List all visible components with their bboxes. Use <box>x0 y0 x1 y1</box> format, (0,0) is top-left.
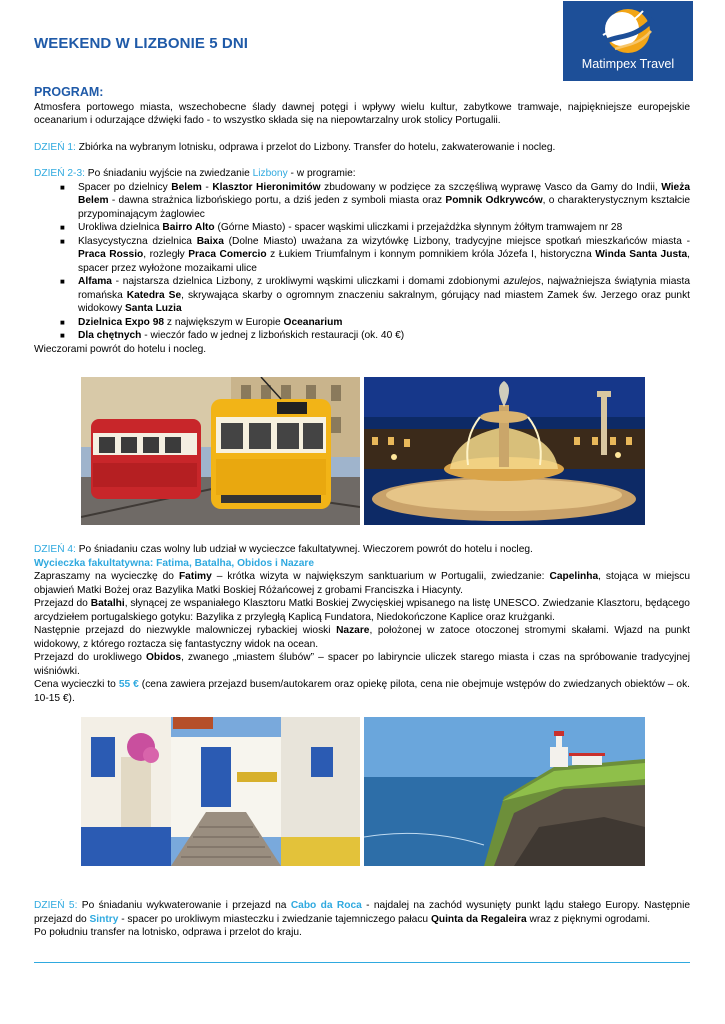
city-name: Lizbony <box>252 168 288 179</box>
text-run: , najważniejsza świątynia miasta romańska <box>78 276 690 301</box>
price-post: (cena zawiera przejazd busem/autokarem oraz opiekę pilota, cena nie obejmuje wstępów do zwiedzanych obiektów – ok. 10-15 €). <box>34 679 690 704</box>
bold-text: Dla chętnych <box>78 330 142 341</box>
text-run: - najstarsza dzielnica Lizbony, z urokliwymi wąskimi uliczkami i domami zdobionymi <box>111 276 504 287</box>
bullet-icon: ■ <box>60 182 65 192</box>
day23-intro <box>34 167 690 181</box>
rich-text <box>34 571 690 596</box>
day1-label: DZIEŃ 1: <box>34 141 76 153</box>
text-run: , spacer przez wyłożone mozaikami ulice <box>78 249 691 274</box>
bold-text: Belem <box>171 181 202 193</box>
footer-rule <box>34 962 690 963</box>
logo-text: Matimpex Travel <box>581 57 675 71</box>
bullet-icon: ■ <box>60 236 65 246</box>
rich-text <box>78 182 690 220</box>
text-run: Przejazd do <box>34 598 91 609</box>
list-item <box>34 221 690 235</box>
day23-program-list <box>34 181 690 343</box>
cabo-da-roca-photo <box>364 717 645 866</box>
list-item <box>34 181 690 222</box>
day5-text-4: wraz z pięknymi ogrodami. <box>526 913 651 925</box>
text-run: Urokliwa dzielnica <box>78 222 163 233</box>
bold-text: Praca Rossio <box>78 249 144 260</box>
fountain-night-photo <box>364 377 645 525</box>
day1-text: Zbiórka na wybranym lotnisku, odprawa i przelot do Lizbony. Transfer do hotelu, zakwaterowanie i nocleg. <box>75 141 556 153</box>
text-run: – krótka wizyta w największym sanktuarium w Portugalii, zwiedzanie: <box>211 571 550 582</box>
optional-trip-p4 <box>34 651 690 678</box>
bold-text: Batalhi <box>90 598 125 609</box>
text-run: - wieczór fado w jednej z lizbońskich restauracji (ok. 40 €) <box>141 330 405 341</box>
text-run: Klasycystyczna dzielnica <box>78 235 197 247</box>
italic-text: azulejos <box>503 276 541 287</box>
rich-text <box>78 276 690 314</box>
text-run: Przejazd do urokliwego <box>34 652 146 663</box>
bullet-icon: ■ <box>60 223 65 232</box>
text-run: Następnie przejazd do niezwykle malowniczej rybackiej wioski <box>34 625 337 636</box>
rich-text <box>78 222 622 233</box>
day4-section <box>34 543 690 705</box>
text-run: , o charakterystycznym kształcie przypominającym żaglowiec <box>78 195 691 220</box>
rich-text <box>34 625 690 650</box>
bullet-icon: ■ <box>60 277 65 286</box>
bold-text: Alfama <box>78 276 112 287</box>
day5-paragraph <box>34 899 690 926</box>
optional-trip-p2 <box>34 597 690 624</box>
text-run: Zapraszamy na wycieczkę do <box>34 571 179 582</box>
price-pre: Cena wycieczki to <box>34 679 119 690</box>
day4-paragraph <box>34 543 690 557</box>
day4-label: DZIEŃ 4: <box>34 544 76 555</box>
day23-evening: Wieczorami powrót do hotelu i nocleg. <box>34 343 207 355</box>
bold-text: Capelinha <box>549 571 599 582</box>
text-run: , słynącej ze wspaniałego Klasztoru Matki Boskiej Zwycięskiej wpisanego na listę UNESCO. Zwiedzanie Klasztoru, będącego arcydziełem portugalskiego gotyku: Bazylika z przyległą Kaplicą Fundatora, Niedokończone Kaplice oraz krużganki. <box>34 598 690 623</box>
day5-text-3: - spacer po urokliwym miasteczku i zwiedzanie tajemniczego pałacu <box>118 913 431 925</box>
main-content <box>34 86 690 356</box>
text-run: (Górne Miasto) - spacer wąskimi uliczkami i przejażdżka słynnym żółtym tramwajem nr 28 <box>214 222 623 233</box>
palace-name: Quinta da Regaleira <box>430 913 527 925</box>
yellow-tram-photo <box>81 377 360 525</box>
rich-text <box>78 330 404 341</box>
text-run: (Dolne Miasto) uważana za wizytówkę Lizbony, tradycyjne miejsce spotkań mieszkańców miasta - <box>223 235 690 247</box>
text-run: , położonej w zatoce otoczonej stromymi skałami. Wjazd na punkt widokowy, z którego roztacza się fantastyczny widok na ocean. <box>34 625 690 650</box>
rich-text <box>78 236 690 274</box>
list-item <box>34 275 690 316</box>
text-run: Spacer po dzielnicy <box>78 181 172 193</box>
rich-text <box>34 652 690 677</box>
optional-trip-p1 <box>34 570 690 597</box>
logo-emblem-icon <box>599 5 657 57</box>
program-intro: Atmosfera portowego miasta, wszechobecne ślady dawnej potęgi i wpływy wielu kultur, zabytkowe tramwaje, najpiękniejsze europejskie oceanarium i odurzające dźwięki fado - to wszystko składa się na niepowtarzalny urok stolicy Portugalii. <box>34 101 690 126</box>
bold-text: Santa Luzia <box>125 303 182 314</box>
text-run: z Łukiem Triumfalnym i konnym pomnikiem króla Józefa I, historyczna <box>266 249 596 260</box>
day5-line2: Po południu transfer na lotnisko, odprawa i przelot do kraju. <box>34 927 302 938</box>
day23-intro-tail: - w programie: <box>287 168 356 179</box>
bold-text: Fatimy <box>178 571 212 582</box>
bold-text: Obidos <box>145 652 182 663</box>
page-title: WEEKEND W LIZBONIE 5 DNI <box>34 35 249 52</box>
day1-paragraph <box>34 141 690 155</box>
rich-text <box>78 317 342 328</box>
bullet-icon: ■ <box>60 317 65 327</box>
optional-trip-p3 <box>34 624 690 651</box>
list-item <box>34 329 690 343</box>
day5-section <box>34 899 690 940</box>
bold-text: Oceanarium <box>283 316 343 328</box>
text-run: , skrywająca skarby o ogromnym znaczeniu sakralnym, górujący nad miastem Zamek św. Jerzego oraz punkt widokowy <box>78 289 690 314</box>
day23-label: DZIEŃ 2-3: <box>34 168 85 179</box>
day4-text: Po śniadaniu czas wolny lub udział w wycieczce fakultatywnej. Wieczorem powrót do hotelu i nocleg. <box>75 544 533 555</box>
bullet-icon: ■ <box>60 331 65 340</box>
company-logo <box>563 1 693 81</box>
sintra-name: Sintry <box>89 913 119 925</box>
optional-trip-price <box>34 678 690 705</box>
day23-intro-text: Po śniadaniu wyjście na zwiedzanie <box>84 168 253 179</box>
bold-text: Praca Comercio <box>188 249 267 260</box>
bold-text: Pomnik Odkrywców <box>445 195 543 206</box>
price-value: 55 € <box>118 679 139 690</box>
day5-text-2: - najdalej na zachód wysunięty punkt lądu stałego Europy. Następnie przejazd do <box>34 900 691 925</box>
list-item <box>34 316 690 330</box>
bold-text: Wieża Belem <box>78 181 690 206</box>
bold-text: Klasztor Hieronimitów <box>212 181 321 193</box>
day5-text-1: Po śniadaniu wykwaterowanie i przejazd na <box>77 900 291 911</box>
optional-trip-title: Wycieczka fakultatywna: Fatima, Batalha, Obidos i Nazare <box>34 557 315 569</box>
day5-label: DZIEŃ 5: <box>34 900 78 911</box>
program-heading: PROGRAM: <box>34 85 104 99</box>
text-run: - dawna strażnica lizbońskiego portu, a dziś jeden z symboli miasta oraz <box>108 195 446 206</box>
bold-text: Dzielnica Expo 98 <box>78 316 165 328</box>
rich-text <box>34 598 690 623</box>
bold-text: Baixa <box>196 235 224 247</box>
list-item <box>34 235 690 276</box>
text-run: , rozległy <box>143 249 189 260</box>
text-run: - <box>201 181 213 193</box>
text-run: z największym w Europie <box>164 316 284 328</box>
text-run: , stojąca w miejscu objawień Matki Bożej oraz Bazylika Matki Boskiej Różańcowej z grobami Franciszka i Hiacynty. <box>34 571 691 596</box>
text-run: zbudowany w podzięce za szczęśliwą wyprawę Vasco da Gamy do Indii, <box>320 181 662 193</box>
bold-text: Nazare <box>336 625 370 636</box>
bold-text: Bairro Alto <box>162 222 215 233</box>
bold-text: Winda Santa Justa <box>595 249 688 260</box>
cabo-da-roca-name: Cabo da Roca <box>290 900 362 911</box>
obidos-street-photo <box>81 717 360 866</box>
text-run: , zwanego „miastem ślubów” – spacer po labiryncie uliczek starego miasta i czas na spróbowanie tradycyjnej wiśniówki. <box>34 652 690 677</box>
bold-text: Katedra Se <box>126 289 182 301</box>
